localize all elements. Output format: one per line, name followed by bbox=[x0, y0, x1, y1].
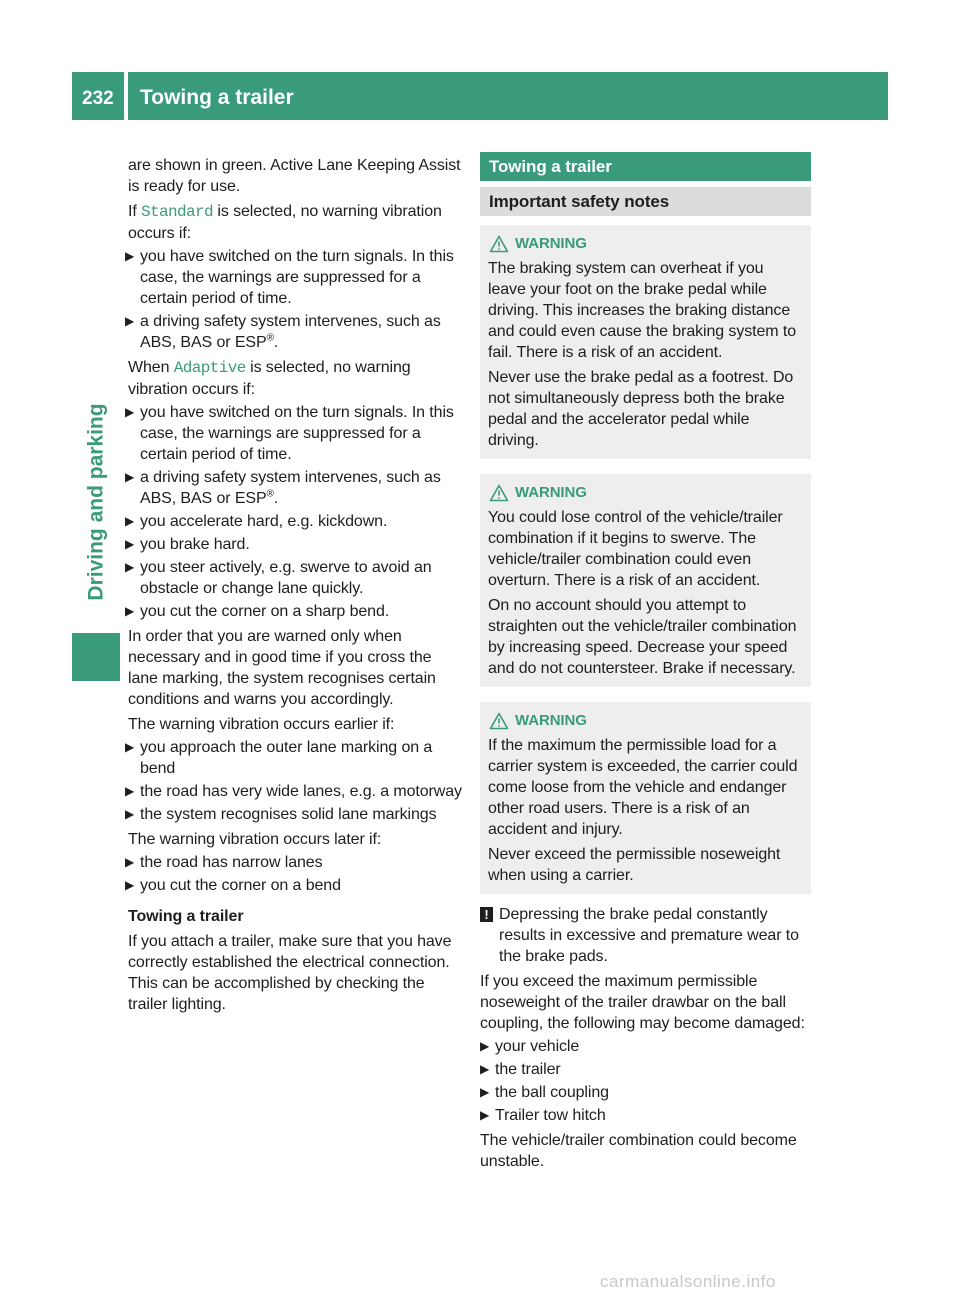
bullet-icon: ▶ bbox=[125, 807, 135, 821]
exclamation-icon: ! bbox=[480, 907, 493, 922]
warning-text: On no account should you attempt to straighten out the vehicle/trailer combination by increasing speed. Decrease your speed and do not countersteer. Brake if necessary. bbox=[488, 597, 797, 677]
adaptive-para: When Adaptive is selected, no warning vibration occurs if: bbox=[128, 359, 411, 398]
list-item: ▶ Trailer tow hitch bbox=[480, 1107, 606, 1124]
list-item: ▶ a driving safety system intervenes, such as ABS, BAS or ESP®. bbox=[125, 469, 441, 507]
bullet-icon: ▶ bbox=[125, 604, 135, 618]
list-item: ▶ you approach the outer lane marking on a bend bbox=[125, 739, 433, 777]
list-item: ▶ a driving safety system intervenes, such as ABS, BAS or ESP®. bbox=[125, 313, 441, 351]
section-title: Towing a trailer bbox=[480, 152, 811, 181]
warning-triangle-icon bbox=[489, 484, 509, 502]
list-item: ▶ you steer actively, e.g. swerve to avoid an obstacle or change lane quickly. bbox=[125, 559, 432, 597]
bullet-icon: ▶ bbox=[125, 878, 135, 892]
bullet-icon: ▶ bbox=[125, 405, 135, 419]
standard-option: Standard bbox=[141, 203, 214, 221]
list-item: ▶ you have switched on the turn signals. In this case, the warnings are suppressed for a certain period of time. bbox=[125, 404, 454, 463]
side-tab-label: Driving and parking bbox=[85, 403, 109, 601]
warning-header bbox=[488, 233, 803, 254]
bullet-icon: ▶ bbox=[125, 537, 135, 551]
list-item: ▶ you cut the corner on a sharp bend. bbox=[125, 603, 390, 620]
list-item: ▶ you brake hard. bbox=[125, 536, 250, 553]
watermark: carmanualsonline.info bbox=[600, 1272, 776, 1291]
warning-text: You could lose control of the vehicle/trailer combination if it begins to swerve. The vehicle/trailer combination could even overturn. There is a risk of an accident. bbox=[488, 509, 783, 589]
list-item: ▶ the trailer bbox=[480, 1061, 561, 1078]
list-item: ▶ you cut the corner on a bend bbox=[125, 877, 341, 894]
list-item: ▶ you accelerate hard, e.g. kickdown. bbox=[125, 513, 388, 530]
warning-header bbox=[488, 482, 803, 503]
bullet-icon: ▶ bbox=[125, 784, 135, 798]
body-paragraph: In order that you are warned only when necessary and in good time if you cross the lane marking, the system recognises certain conditions and warns you accordingly. bbox=[128, 628, 436, 708]
bullet-icon: ▶ bbox=[480, 1108, 490, 1122]
bullet-icon: ▶ bbox=[125, 470, 135, 484]
later-intro: The warning vibration occurs later if: bbox=[128, 831, 382, 848]
page-number: 232 bbox=[82, 88, 114, 109]
bullet-icon: ▶ bbox=[480, 1039, 490, 1053]
closing-text: The vehicle/trailer combination could become unstable. bbox=[480, 1132, 797, 1170]
side-tab bbox=[84, 382, 110, 622]
left-column bbox=[125, 155, 462, 1015]
warning-label: WARNING bbox=[515, 484, 587, 501]
list-item: ▶ you have switched on the turn signals. In this case, the warnings are suppressed for a certain period of time. bbox=[125, 248, 454, 307]
bullet-icon: ▶ bbox=[480, 1085, 490, 1099]
bullet-icon: ▶ bbox=[125, 249, 135, 263]
warning-text: If the maximum the permissible load for a carrier system is exceeded, the carrier could come loose from the vehicle and endanger other road users. There is a risk of an accident and injury. bbox=[488, 737, 798, 838]
adaptive-option: Adaptive bbox=[173, 359, 246, 377]
bullet-icon: ▶ bbox=[125, 740, 135, 754]
list-item: ▶ your vehicle bbox=[480, 1038, 580, 1055]
bullet-icon: ▶ bbox=[125, 855, 135, 869]
warning-header bbox=[488, 710, 803, 731]
list-item: ▶ the ball coupling bbox=[480, 1084, 609, 1101]
list-item: ▶ the road has narrow lanes bbox=[125, 854, 323, 871]
warning-text: Never use the brake pedal as a footrest. Do not simultaneously depress both the brake pedal and the accelerator pedal while driving. bbox=[488, 369, 794, 449]
damage-note bbox=[480, 904, 811, 967]
page-title: Towing a trailer bbox=[140, 86, 294, 109]
note-text: Depressing the brake pedal constantly results in excessive and premature wear to the brake pads. bbox=[499, 906, 799, 965]
earlier-intro: The warning vibration occurs earlier if: bbox=[128, 716, 395, 733]
bullet-icon: ▶ bbox=[125, 560, 135, 574]
warning-triangle-icon bbox=[489, 235, 509, 253]
right-column bbox=[480, 152, 811, 1172]
warning-label: WARNING bbox=[515, 712, 587, 729]
warning-label: WARNING bbox=[515, 235, 587, 252]
list-item: ▶ the system recognises solid lane markings bbox=[125, 806, 437, 823]
bullet-icon: ▶ bbox=[125, 314, 135, 328]
warning-box bbox=[480, 225, 811, 459]
towing-text: If you attach a trailer, make sure that you have correctly established the electrical connection. This can be accomplished by checking the trailer lighting. bbox=[128, 933, 452, 1013]
warning-box bbox=[480, 702, 811, 894]
header-divider bbox=[124, 72, 128, 120]
warning-box bbox=[480, 474, 811, 687]
body-paragraph: If you exceed the maximum permissible noseweight of the trailer drawbar on the ball coupling, the following may become damaged: bbox=[480, 973, 805, 1032]
subsection-title: Important safety notes bbox=[480, 187, 811, 216]
bullet-icon: ▶ bbox=[480, 1062, 490, 1076]
towing-heading: Towing a trailer bbox=[128, 908, 244, 925]
warning-text: Never exceed the permissible noseweight when using a carrier. bbox=[488, 846, 781, 884]
intro-text: are shown in green. Active Lane Keeping Assist is ready for use. bbox=[128, 157, 461, 195]
bullet-icon: ▶ bbox=[125, 514, 135, 528]
standard-para: If Standard is selected, no warning vibration occurs if: bbox=[128, 203, 442, 242]
side-tab-marker bbox=[72, 633, 120, 681]
warning-triangle-icon bbox=[489, 712, 509, 730]
warning-text: The braking system can overheat if you leave your foot on the brake pedal while driving. This increases the braking distance and could even cause the braking system to fail. There is a risk of an accident. bbox=[488, 260, 796, 361]
list-item: ▶ the road has very wide lanes, e.g. a motorway bbox=[125, 783, 462, 800]
